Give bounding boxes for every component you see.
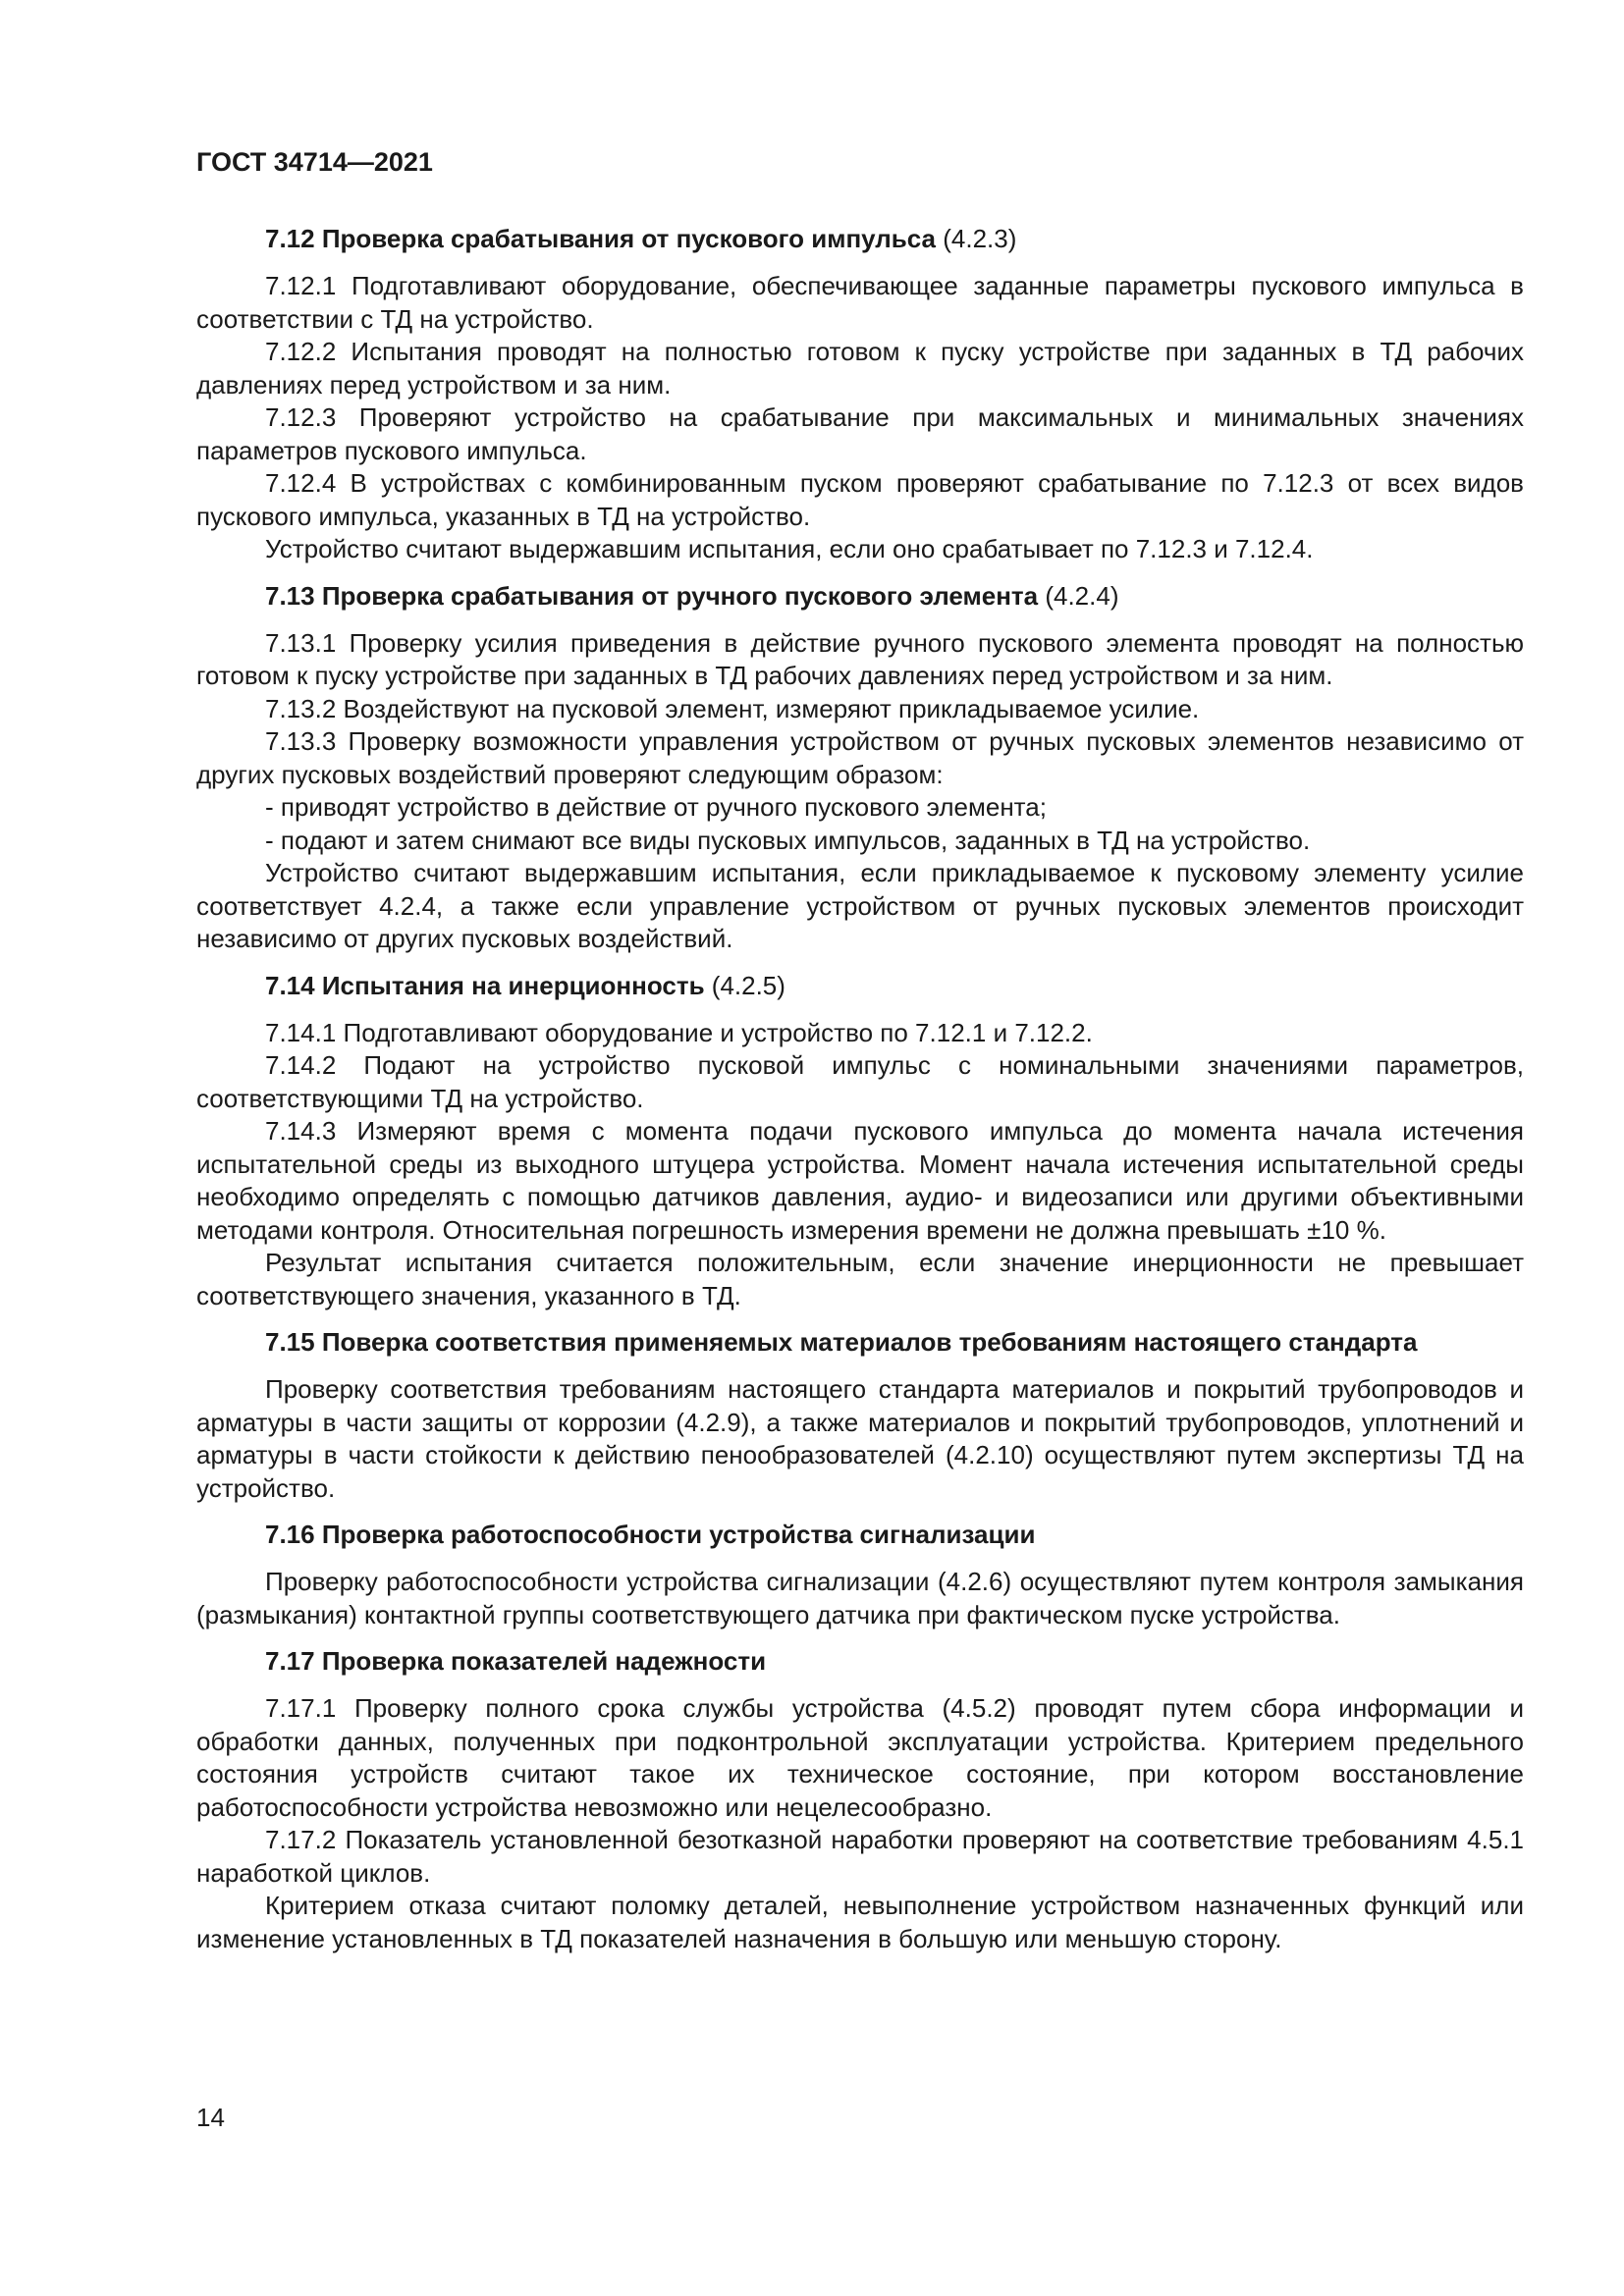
- paragraph: 7.14.2 Подают на устройство пусковой импульс с номинальными значениями параметров, соответствующими ТД на устройство.: [196, 1050, 1524, 1113]
- paragraph: Проверку работоспособности устройства сигнализации (4.2.6) осуществляют путем контроля замыкания (размыкания) контактной группы соответствующего датчика при фактическом пуске устройства.: [196, 1567, 1524, 1629]
- paragraph: Устройство считают выдержавшим испытания, если оно срабатывает по 7.12.3 и 7.12.4.: [265, 534, 1314, 563]
- section-title-text: 7.17 Проверка показателей надежности: [265, 1646, 767, 1676]
- paragraph: 7.14.1 Подготавливают оборудование и устройство по 7.12.1 и 7.12.2.: [265, 1017, 1093, 1047]
- section-title: [196, 1517, 1524, 1552]
- section-ref: (4.2.3): [936, 224, 1017, 253]
- section-title: [196, 1324, 1524, 1360]
- section-7-13: [196, 578, 1524, 956]
- paragraph: 7.13.2 Воздействуют на пусковой элемент, измеряют прикладываемое усилие.: [265, 693, 1200, 723]
- paragraph: 7.12.1 Подготавливают оборудование, обеспечивающее заданные параметры пускового импульса в соответствии с ТД на устройство.: [196, 271, 1524, 334]
- section-ref: (4.2.5): [704, 970, 785, 1000]
- paragraph: 7.17.2 Показатель установленной безотказной наработки проверяют на соответствие требованиям 4.5.1 наработкой циклов.: [196, 1825, 1524, 1888]
- paragraph: Проверку соответствия требованиям настоящего стандарта материалов и покрытий трубопроводов и арматуры в части защиты от коррозии (4.2.9), а также материалов и покрытий трубопроводов, уплотнений и арматуры в части стойкости к действию пенообразователей (4.2.10) осуществляют путем экспертизы ТД на устройство.: [196, 1374, 1524, 1503]
- section-title: [196, 221, 1524, 256]
- section-title-text: 7.13 Проверка срабатывания от ручного пускового элемента: [265, 580, 1039, 611]
- section-7-14: [196, 968, 1524, 1313]
- section-title-text: 7.12 Проверка срабатывания от пускового импульса: [265, 224, 937, 253]
- section-title-text: 7.14 Испытания на инерционность: [265, 970, 705, 1000]
- section-title-text: 7.16 Проверка работоспособности устройства сигнализации: [265, 1520, 1036, 1549]
- paragraph: 7.13.3 Проверку возможности управления устройством от ручных пусковых элементов независимо от других пусковых воздействий проверяют следующим образом:: [196, 726, 1524, 789]
- paragraph: 7.12.4 В устройствах с комбинированным пуском проверяют срабатывание по 7.12.3 от всех видов пускового импульса, указанных в ТД на устройство.: [196, 468, 1524, 531]
- paragraph: 7.12.2 Испытания проводят на полностью готовом к пуску устройстве при заданных в ТД рабочих давлениях перед устройством и за ним.: [196, 337, 1524, 400]
- section-7-17: [196, 1643, 1524, 1955]
- paragraph: 7.14.3 Измеряют время с момента подачи пускового импульса до момента начала истечения испытательной среды из выходного штуцера устройства. Момент начала истечения испытательной среды необходимо определять с помощью датчиков давления, аудио- и видеозаписи или другими объективными методами контроля. Относительная погрешность измерения времени не должна превышать ±10 %.: [196, 1116, 1524, 1245]
- standard-header: ГОСТ 34714—2021: [196, 147, 433, 177]
- section-title-text: 7.15 Поверка соответствия применяемых материалов требованиям настоящего стандарта: [265, 1327, 1418, 1357]
- section-7-15: [196, 1324, 1524, 1505]
- section-title: [196, 578, 1524, 614]
- document-page: [196, 147, 1524, 1967]
- paragraph: Результат испытания считается положительным, если значение инерционности не превышает соответствующего значения, указанного в ТД.: [196, 1248, 1524, 1310]
- paragraph: 7.13.1 Проверку усилия приведения в действие ручного пускового элемента проводят на полностью готовом к пуску устройстве при заданных в ТД рабочих давлениях перед устройством и за ним.: [196, 627, 1524, 690]
- list-item: - подают и затем снимают все виды пусковых импульсов, заданных в ТД на устройство.: [265, 825, 1311, 855]
- section-ref: (4.2.4): [1038, 580, 1119, 611]
- page-number: 14: [196, 2103, 225, 2132]
- section-7-12: [196, 221, 1524, 566]
- section-7-16: [196, 1517, 1524, 1631]
- paragraph: Устройство считают выдержавшим испытания, если прикладываемое к пусковому элементу усилие соответствует 4.2.4, а также если управление устройством от ручных пусковых элементов происходит независимо от других пусковых воздействий.: [196, 858, 1524, 953]
- paragraph: 7.12.3 Проверяют устройство на срабатывание при максимальных и минимальных значениях параметров пускового импульса.: [196, 402, 1524, 465]
- list-item: - приводят устройство в действие от ручного пускового элемента;: [265, 792, 1047, 822]
- paragraph: 7.17.1 Проверку полного срока службы устройства (4.5.2) проводят путем сбора информации и обработки данных, полученных при подконтрольной эксплуатации устройства. Критерием предельного состояния устройств считают такое их техническое состояние, при котором восстановление работоспособности устройства невозможно или нецелесообразно.: [196, 1693, 1524, 1822]
- section-title: [196, 968, 1524, 1003]
- section-title: [196, 1643, 1524, 1679]
- paragraph: Критерием отказа считают поломку деталей, невыполнение устройством назначенных функций или изменение установленных в ТД показателей назначения в большую или меньшую сторону.: [196, 1891, 1524, 1953]
